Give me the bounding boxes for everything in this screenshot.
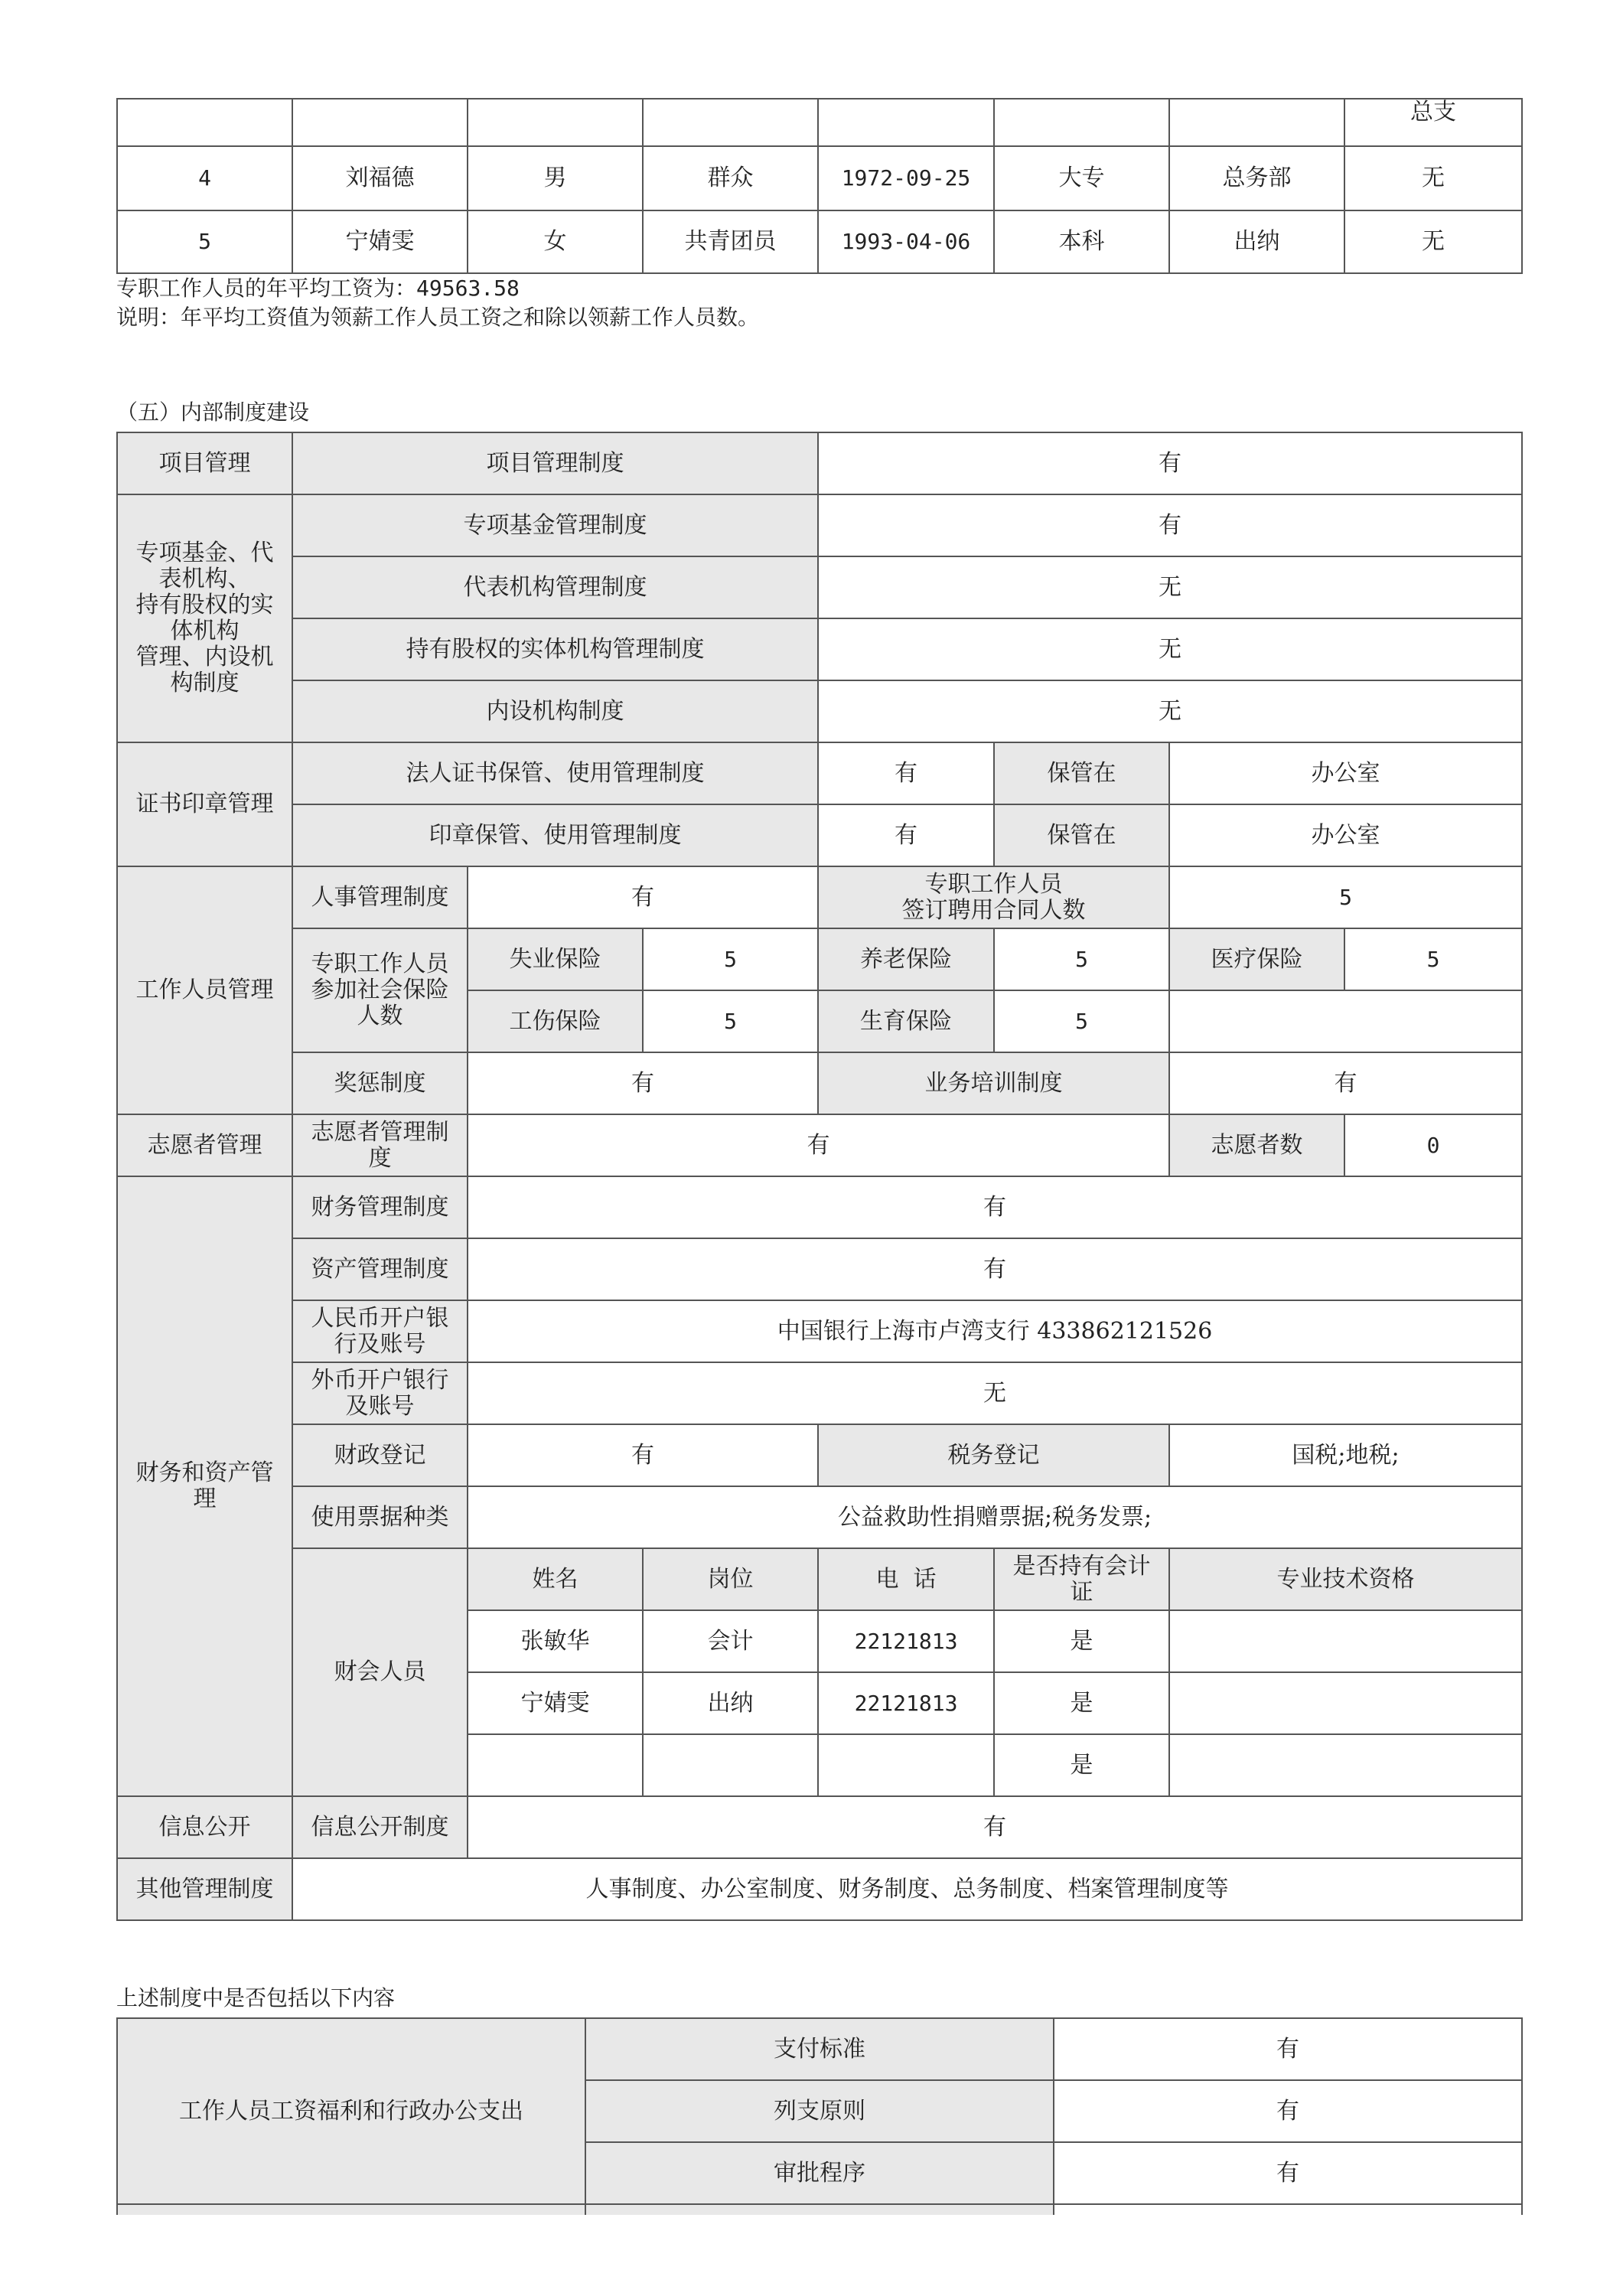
contract-label-line: 签订聘用合同人数 — [901, 896, 1086, 924]
staff-political: 共青团员 — [643, 210, 818, 273]
staff-other: 无 — [1344, 210, 1522, 273]
includes-row — [117, 2018, 1522, 2080]
staff-birth: 1993-04-06 — [818, 210, 994, 273]
finance-row — [117, 1424, 1522, 1486]
seal-location: 办公室 — [1169, 804, 1522, 866]
hr-system-label: 人事管理制度 — [292, 866, 468, 928]
unemployment-value: 5 — [643, 928, 818, 990]
staff-education: 本科 — [994, 210, 1169, 273]
seal-value: 有 — [818, 804, 994, 866]
staff-name: 宁婧雯 — [292, 210, 468, 273]
acc-header-cert-line: 是否持有会计 — [1012, 1552, 1151, 1580]
volunteer-system-label-line: 志愿者管理制 — [311, 1118, 449, 1146]
special-item: 内设机构制度 — [292, 680, 818, 742]
includes-item-value: 有 — [1054, 2142, 1522, 2204]
rmb-account-label — [292, 1300, 468, 1362]
includes-title: 上述制度中是否包括以下内容 — [116, 1985, 396, 2011]
avg-salary-note: 说明：年平均工资值为领薪工作人员工资之和除以领薪工作人员数。 — [116, 305, 760, 330]
acc-name — [468, 1734, 643, 1796]
acc-post: 出纳 — [643, 1672, 818, 1734]
special-category-line: 持有股权的实 — [135, 592, 274, 618]
other-row — [117, 1858, 1522, 1920]
acc-header-phone: 电 话 — [818, 1548, 994, 1610]
acc-name: 张敏华 — [468, 1610, 643, 1672]
rmb-account-label-line: 行及账号 — [334, 1330, 426, 1358]
staff-gender: 男 — [468, 146, 643, 210]
special-value: 无 — [818, 680, 1522, 742]
includes-category: 工作人员工资福利和行政办公支出 — [117, 2018, 585, 2204]
insurance-label-line: 专职工作人员 — [311, 951, 449, 977]
avg-salary-label: 专职工作人员的年平均工资为： — [116, 276, 417, 301]
training-value: 有 — [1169, 1052, 1522, 1114]
pension-value: 5 — [994, 928, 1169, 990]
special-value: 有 — [818, 494, 1522, 556]
special-value: 无 — [818, 618, 1522, 680]
seal-location: 办公室 — [1169, 742, 1522, 804]
staff-other: 无 — [1344, 146, 1522, 210]
volunteer-system-label — [292, 1114, 468, 1176]
special-category-line: 构制度 — [170, 670, 240, 696]
fin-system-value: 有 — [468, 1176, 1522, 1238]
finance-category — [117, 1176, 292, 1796]
injury-value: 5 — [643, 990, 818, 1052]
asset-system-value: 有 — [468, 1238, 1522, 1300]
volunteer-row — [117, 1114, 1522, 1176]
acc-header-cert — [994, 1548, 1169, 1610]
special-category — [117, 494, 292, 742]
info-system-label: 信息公开制度 — [292, 1796, 468, 1858]
acc-header-post: 岗位 — [643, 1548, 818, 1610]
section-title: （五）内部制度建设 — [116, 400, 310, 425]
medical-label: 医疗保险 — [1169, 928, 1344, 990]
special-category-line: 体机构 — [170, 618, 240, 644]
seal-item: 法人证书保管、使用管理制度 — [292, 742, 818, 804]
special-item: 持有股权的实体机构管理制度 — [292, 618, 818, 680]
maternity-value: 5 — [994, 990, 1169, 1052]
fx-account-value: 无 — [468, 1362, 1522, 1424]
accountant-header-row — [117, 1548, 1522, 1610]
special-category-line: 表机构、 — [158, 566, 251, 592]
acc-phone: 22121813 — [818, 1610, 994, 1672]
acc-qual — [1169, 1734, 1522, 1796]
personnel-row — [117, 1052, 1522, 1114]
avg-salary-line — [116, 276, 520, 302]
personnel-row — [117, 866, 1522, 928]
acc-name: 宁婧雯 — [468, 1672, 643, 1734]
staff-name: 刘福德 — [292, 146, 468, 210]
acc-phone — [818, 1734, 994, 1796]
special-item: 代表机构管理制度 — [292, 556, 818, 618]
seal-value: 有 — [818, 742, 994, 804]
table-row — [117, 146, 1522, 210]
staff-position-tail: 总支 — [1344, 99, 1522, 146]
project-mgmt-item: 项目管理制度 — [292, 432, 818, 494]
seal-item: 印章保管、使用管理制度 — [292, 804, 818, 866]
acc-phone: 22121813 — [818, 1672, 994, 1734]
rmb-account-label-line: 人民币开户银 — [311, 1304, 449, 1332]
project-mgmt-value: 有 — [818, 432, 1522, 494]
volunteer-system-value: 有 — [468, 1114, 1169, 1176]
contract-label — [818, 866, 1169, 928]
other-category: 其他管理制度 — [117, 1858, 292, 1920]
special-row — [117, 556, 1522, 618]
table-row — [117, 210, 1522, 273]
personnel-category: 工作人员管理 — [117, 866, 292, 1114]
insurance-label-line: 参加社会保险 — [311, 977, 449, 1003]
finance-category-line: 理 — [193, 1486, 217, 1512]
includes-item-label: 支付标准 — [585, 2018, 1054, 2080]
includes-item-label: 列支原则 — [585, 2080, 1054, 2142]
fiscal-label: 财政登记 — [292, 1424, 468, 1486]
project-mgmt-category: 项目管理 — [117, 432, 292, 494]
staff-no: 4 — [117, 146, 292, 210]
info-category: 信息公开 — [117, 1796, 292, 1858]
maternity-label: 生育保险 — [818, 990, 994, 1052]
includes-item-value: 有 — [1054, 2018, 1522, 2080]
info-row — [117, 1796, 1522, 1858]
finance-row — [117, 1300, 1522, 1362]
insurance-label — [292, 928, 468, 1052]
finance-category-line: 财务和资产管 — [135, 1459, 274, 1486]
special-category-line: 管理、内设机 — [135, 644, 274, 670]
acc-cert: 是 — [994, 1734, 1169, 1796]
fx-account-label — [292, 1362, 468, 1424]
volunteer-count-value: 0 — [1344, 1114, 1522, 1176]
acc-post: 会计 — [643, 1610, 818, 1672]
acc-qual — [1169, 1672, 1522, 1734]
special-row — [117, 494, 1522, 556]
info-system-value: 有 — [468, 1796, 1522, 1858]
special-row — [117, 618, 1522, 680]
staff-gender: 女 — [468, 210, 643, 273]
acc-cert: 是 — [994, 1672, 1169, 1734]
personnel-row — [117, 928, 1522, 990]
contract-label-line: 专职工作人员 — [924, 870, 1063, 898]
acc-post — [643, 1734, 818, 1796]
staff-position: 总务部 — [1169, 146, 1344, 210]
seal-category: 证书印章管理 — [117, 742, 292, 866]
special-category-line: 专项基金、代 — [135, 540, 274, 566]
fx-account-label-line: 外币开户银行 — [311, 1366, 449, 1394]
volunteer-system-label-line: 度 — [368, 1144, 392, 1172]
special-row — [117, 680, 1522, 742]
staff-political: 群众 — [643, 146, 818, 210]
accountants-label: 财会人员 — [292, 1548, 468, 1796]
insurance-label-line: 人数 — [357, 1003, 403, 1029]
reward-value: 有 — [468, 1052, 818, 1114]
seal-row — [117, 804, 1522, 866]
staff-no: 5 — [117, 210, 292, 273]
special-value: 无 — [818, 556, 1522, 618]
seal-keep-label: 保管在 — [994, 742, 1169, 804]
fx-account-label-line: 及账号 — [345, 1392, 415, 1420]
staff-row-partial — [117, 99, 1522, 146]
rmb-account-value: 中国银行上海市卢湾支行 433862121526 — [468, 1300, 1522, 1362]
staff-education: 大专 — [994, 146, 1169, 210]
includes-row-cut — [117, 2204, 1522, 2215]
project-mgmt-row — [117, 432, 1522, 494]
acc-header-name: 姓名 — [468, 1548, 643, 1610]
invoice-label: 使用票据种类 — [292, 1486, 468, 1548]
includes-item-value: 有 — [1054, 2080, 1522, 2142]
fin-system-label: 财务管理制度 — [292, 1176, 468, 1238]
acc-header-cert-line: 证 — [1070, 1578, 1093, 1606]
pension-label: 养老保险 — [818, 928, 994, 990]
finance-row — [117, 1238, 1522, 1300]
injury-label: 工伤保险 — [468, 990, 643, 1052]
avg-salary-value: 49563.58 — [416, 276, 520, 301]
internal-system-table — [116, 432, 1523, 1921]
contract-value: 5 — [1169, 866, 1522, 928]
hr-system-value: 有 — [468, 866, 818, 928]
acc-qual — [1169, 1610, 1522, 1672]
other-value: 人事制度、办公室制度、财务制度、总务制度、档案管理制度等 — [292, 1858, 1522, 1920]
includes-table — [116, 2017, 1523, 2215]
finance-row — [117, 1362, 1522, 1424]
seal-row — [117, 742, 1522, 804]
asset-system-label: 资产管理制度 — [292, 1238, 468, 1300]
includes-item-label: 审批程序 — [585, 2142, 1054, 2204]
invoice-value: 公益救助性捐赠票据;税务发票; — [468, 1486, 1522, 1548]
medical-value: 5 — [1344, 928, 1522, 990]
unemployment-label: 失业保险 — [468, 928, 643, 990]
acc-cert: 是 — [994, 1610, 1169, 1672]
tax-value: 国税;地税; — [1169, 1424, 1522, 1486]
seal-keep-label: 保管在 — [994, 804, 1169, 866]
reward-label: 奖惩制度 — [292, 1052, 468, 1114]
staff-table — [116, 98, 1523, 274]
tax-label: 税务登记 — [818, 1424, 1169, 1486]
staff-position: 出纳 — [1169, 210, 1344, 273]
volunteer-category: 志愿者管理 — [117, 1114, 292, 1176]
finance-row — [117, 1176, 1522, 1238]
finance-row — [117, 1486, 1522, 1548]
training-label: 业务培训制度 — [818, 1052, 1169, 1114]
acc-header-qual: 专业技术资格 — [1169, 1548, 1522, 1610]
staff-birth: 1972-09-25 — [818, 146, 994, 210]
special-item: 专项基金管理制度 — [292, 494, 818, 556]
volunteer-count-label: 志愿者数 — [1169, 1114, 1344, 1176]
fiscal-value: 有 — [468, 1424, 818, 1486]
